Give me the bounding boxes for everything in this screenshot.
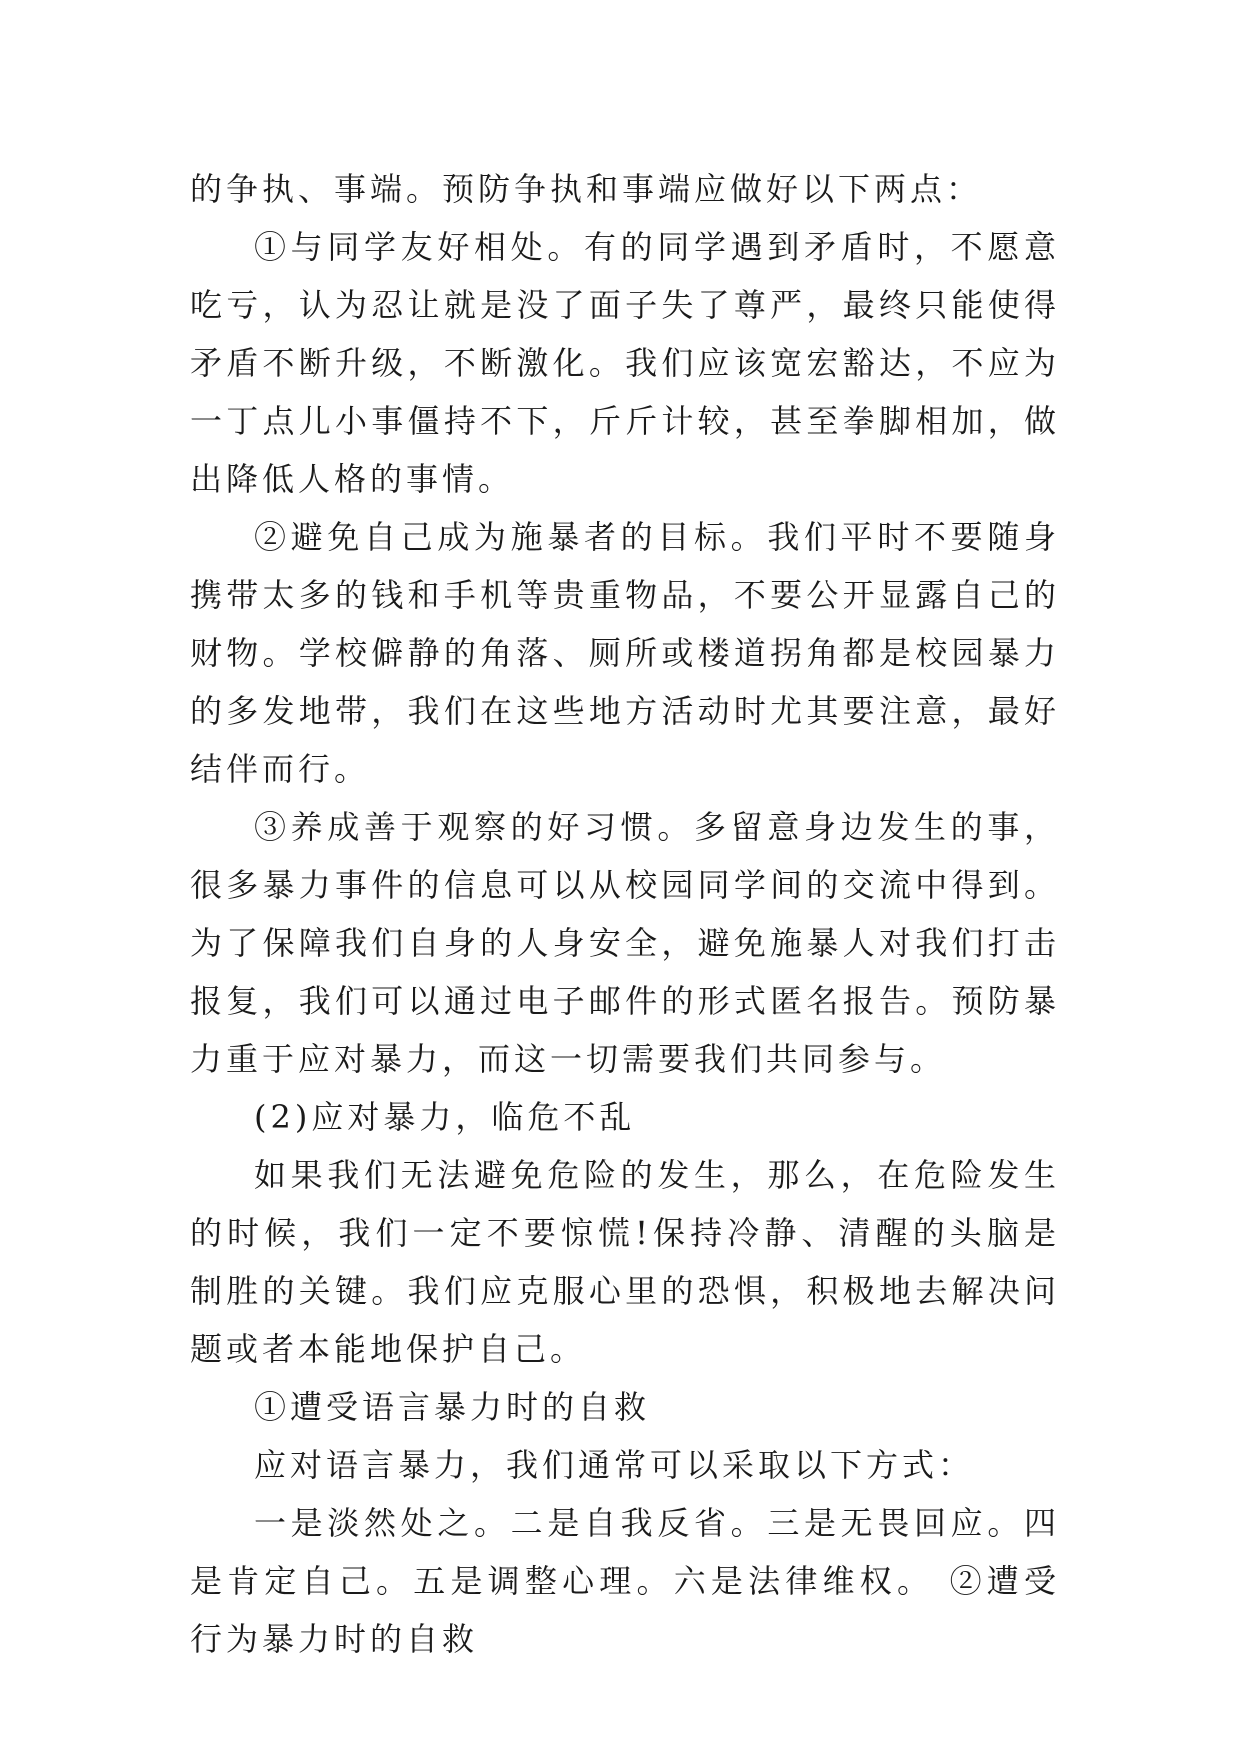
paragraph-point-1: ①与同学友好相处。有的同学遇到矛盾时，不愿意吃亏，认为忍让就是没了面子失了尊严，最终只能使得矛盾不断升级，不断激化。我们应该宽宏豁达，不应为一丁点儿小事僵持不下，斤斤计较，甚至拳脚相加，做出降低人格的事情。 [190,228,1060,498]
paragraph-verbal-methods: 一是淡然处之。二是自我反省。三是无畏回应。四是肯定自己。五是调整心理。六是法律维权。 ②遭受行为暴力时的自救 [190,1504,1060,1658]
section-heading: (2)应对暴力，临危不乱 [254,1098,636,1136]
paragraph-verbal-intro: 应对语言暴力，我们通常可以采取以下方式： [254,1446,975,1484]
paragraph-point-3: ③养成善于观察的好习惯。多留意身边发生的事，很多暴力事件的信息可以从校园同学间的交流中得到。为了保障我们自身的人身安全，避免施暴人对我们打击报复，我们可以通过电子邮件的形式匿名报告。预防暴力重于应对暴力，而这一切需要我们共同参与。 [190,808,1060,1078]
paragraph-continuation: 的争执、事端。预防争执和事端应做好以下两点： [190,170,983,208]
paragraph-response: 如果我们无法避免危险的发生，那么，在危险发生的时候，我们一定不要惊慌!保持冷静、清醒的头脑是制胜的关键。我们应克服心里的恐惧，积极地去解决问题或者本能地保护自己。 [190,1156,1060,1368]
document-body [190,160,1060,1668]
subheading-verbal-violence: ①遭受语言暴力时的自救 [254,1388,651,1426]
paragraph-point-2: ②避免自己成为施暴者的目标。我们平时不要随身携带太多的钱和手机等贵重物品，不要公开显露自己的财物。学校僻静的角落、厕所或楼道拐角都是校园暴力的多发地带，我们在这些地方活动时尤其要注意，最好结伴而行。 [190,518,1060,788]
